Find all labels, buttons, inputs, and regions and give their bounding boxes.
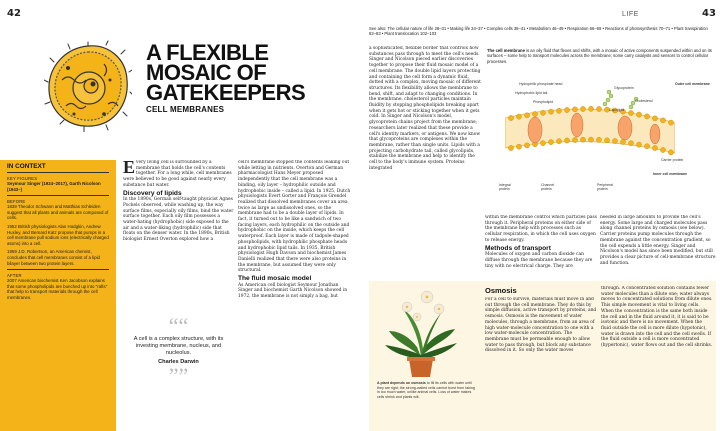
label-integral-protein: Integral protein (499, 183, 511, 191)
page-title (146, 40, 306, 114)
section-label: LIFE (622, 11, 639, 18)
quote-close-icon: ”” (168, 363, 189, 388)
label-peripheral-protein: Peripheral protein (597, 183, 613, 191)
col3-body: a sophisticated, flexible border that controls how substances pass through to meet the cell's needs. Singer and Nicolson pieced earlier discoveries together to propose their fluid mosaic model of a cell membrane. The double lipid layers protecting and containing the cell form a dynamic fluid, dotted with a complex, moving mosaic of different structures. Its flexibility allows the membrane to bend, shift, and adapt to changing conditions. In the membrane, cholesterol particles maintain fluidity by stopping phospholipids breaking apart when it gets hot or sticking together when it gets cold. In Singer and Nicolson's model, glycoprotein chains project from the membrane; researchers later realized that these provide a cell's identity markers, or antigens. We now know that glycoproteins are complexes within the membrane, rather than single units. Lipids with a projecting carbohydrate tail, called glycolipids, stabilize the membrane and help to identify the cell to the body's immune system. Proteins integrated (369, 46, 481, 171)
before-1952: 1952 British physiologists Alan Hodgkin, Andrew Huxley, and Bernard Katz propose that pumps in a cell membrane pull sodium ions (electrically charged atoms) into a cell. (7, 223, 109, 246)
right-page-number: 43 (702, 8, 716, 19)
label-outer-membrane: Outer cell membrane (675, 82, 710, 86)
right-column-3 (600, 215, 716, 277)
photo-caption (377, 381, 477, 399)
quote-text: A cell is a complex structure, with its investing membrane, nucleus, and nucleolus. (133, 336, 224, 356)
title-line-3: GATEKEEPERS (146, 80, 306, 105)
subtitle: CELL MEMBRANES (146, 105, 225, 114)
after-2007: 2007 American biochemist Ken Jacobson explains that some phospholipids are bunched up into "rafts" that help to transport materials through the cell membranes. (7, 278, 108, 300)
drop-cap: E (123, 160, 136, 177)
photo-caption-bold: A plant depends on osmosis (377, 381, 426, 385)
key-figures-label: KEY FIGURES (7, 176, 38, 181)
col4-body2: Molecules of oxygen and carbon dioxide can diffuse through the membrane because they are tiny with no electrical charge. They are (485, 252, 593, 269)
label-channel-protein: Channel protein (541, 183, 555, 191)
label-lipid-tail: Hydrophobic lipid tail (515, 91, 548, 95)
after-label: AFTER (7, 273, 22, 279)
in-context-panel (0, 160, 116, 431)
label-phospholipid: Phospholipid (533, 100, 554, 104)
label-cholesterol: Cholesterol (635, 99, 653, 103)
photo-caption-text: to fill its cells with water until they are rigid; the strong-walled cells cannot burst from taking in too much water, unlike animal cells. Loss of water makes cells shrink and plants wilt. (377, 381, 475, 399)
col4-heading: Methods of transport (485, 244, 551, 252)
before-label: BEFORE (7, 199, 26, 205)
osmosis-panel (369, 281, 716, 431)
label-carrier-protein: Carrier protein (661, 158, 684, 162)
osmosis-text-a: For a cell to survive, materials must move in and out through the cell membrane. They do this by simple diffusion, active transport by proteins, and osmosis. Osmosis is the movement of water molecules, through a membrane, from an area of high water-molecule concentration to one with a low water-molecule concentration. The membrane must be permeable enough to allow water to pass through, but block any substance dissolved in it. So only the water moves (485, 297, 597, 354)
right-column-1 (369, 46, 481, 276)
left-page-number: 42 (7, 8, 21, 19)
title-line-1: A FLEXIBLE (146, 40, 269, 65)
col1-body: In the 1890s, German self-taught physicist Agnes Pockels observed, while washing up, the way surface films, especially oily films, bind the water surface together. Each oily film possesses a water-hating (hydrophobic) side exposed to the air and a water-liking (hydrophilic) side that floats on the denser water. In the 1890s, British biologist Ernest Overton explored how a (123, 197, 234, 243)
plant-photo (381, 287, 461, 377)
col1-intro: very living cell is surrounded by a membrane that holds the cell's contents together. For a long while, cell membranes were believed to be good against nearly every substance but water. (123, 160, 232, 188)
diagram-caption: is an oily fluid that flexes and shifts, with a mosaic of active components suspended within and on its surfaces – some help to transport molecules across the membrane; some carry catalysts and sensors to control cellular processes. (487, 48, 712, 64)
col2-body: cell's membrane stopped the contents leaking out while letting in nutrients. Overton and German pharmacologist Hans Meyer proposed independently that the cell membrane was a binding, oily layer – hydrophilic outside and hydrophobic inside – called a lipid. In 1925, Dutch physiologists Evert Gorter and François Grendel realized that dissolved membranes cover an area twice as large as undissolved ones, so the membrane had to be a double layer of lipids. In fact, it turned out to be like a sandwich of two facing layers, each hydrophilic on the outside and hydrophobic on the inside, which keeps the cell waterproof. Each layer is made of tadpole-shaped phospholipids, with hydrophilic phosphate heads and hydrophobic lipid tails. In 1935, British physiologist Hugh Davson and biochemist James Danielli realized that there were also proteins in the membrane, but assumed they were only structural. (238, 160, 351, 274)
title-line-2: MOSAIC OF (146, 60, 267, 85)
membrane-diagram-panel (485, 46, 716, 206)
see-also: See also: The cellular nature of life 28–31 • Making life 34–37 • Complex cells 38–41 • Metabolism 46–49 • Respiration 66–69 • Reactions of photosynthesis 70–71 • Plant transpiration 82–83 • Plant translocation 102–103 (369, 26, 708, 37)
cell-illustration (44, 40, 132, 132)
quote-author: Charles Darwin (158, 359, 199, 365)
quote-mark-icon: ““ (168, 313, 189, 338)
col2-heading: The fluid mosaic model (238, 275, 312, 283)
col4-body: within the membrane control which particles pass through it. Peripheral proteins on either side of the membrane help with processes such as cellular respiration, in which the cell uses oxygen to release energy. (485, 215, 597, 243)
label-inner-membrane: Inner cell membrane (653, 172, 688, 176)
col5-body: needed in large amounts to provide the cell's energy. Some large and charged molecules pass along channel proteins by osmosis (see below). Carrier proteins pump molecules through the membrane against the concentration gradient, so the cell expends a little energy. Singer and Nicolson's model has since been modified, but still provides a clear picture of cell-membrane structure and function. (600, 215, 716, 266)
col1-heading: Discovery of lipids (123, 189, 182, 197)
osmosis-col-b (601, 286, 713, 429)
diagram-caption-bold: The cell membrane (487, 48, 525, 53)
label-glycoprotein: Glycoprotein (614, 86, 634, 90)
right-column-2 (485, 215, 597, 277)
key-figures-text: Seymour Singer (1924–2017), Garth Nicolson (1943–) (7, 181, 101, 192)
label-glycolipid: Glycolipid (609, 108, 625, 112)
pull-quote (123, 313, 234, 388)
left-column-1 (123, 160, 234, 315)
before-1959: 1959 J.D. Robertson, an American chemist, concludes that cell membranes consist of a lipid bilayer between two protein layers. (7, 249, 100, 266)
left-column-2 (238, 160, 352, 431)
osmosis-text-b: through. A concentrated solution contains fewer water molecules than a dilute one; water always moves to concentrated solutions from dilute ones. This simple movement is vital to living cells. When the concentration is the same both inside the cell and in the fluid around it, it is said to be isotonic and there is no movement. When the fluid outside the cell is more dilute (hypotonic), water is drawn into the cell and the cell swells. If the fluid outside a cell is more concentrated (hypertonic), water flows out and the cell shrinks. (601, 286, 713, 349)
label-phosphate-head: Hydrophilic phosphate head (519, 82, 563, 86)
in-context-heading: IN CONTEXT (7, 163, 109, 173)
osmosis-heading: Osmosis (485, 286, 517, 295)
osmosis-col-a (485, 297, 597, 429)
before-1839: 1839 Theodor Schwann and Matthias Schleiden suggest that all plants and animals are composed of cells. (7, 204, 109, 221)
col2-tail: As American cell biologist Seymour Jonathan Singer and biochemist Garth Nicolson showed in 1972, the membrane is not simply a bag, but (238, 282, 348, 300)
